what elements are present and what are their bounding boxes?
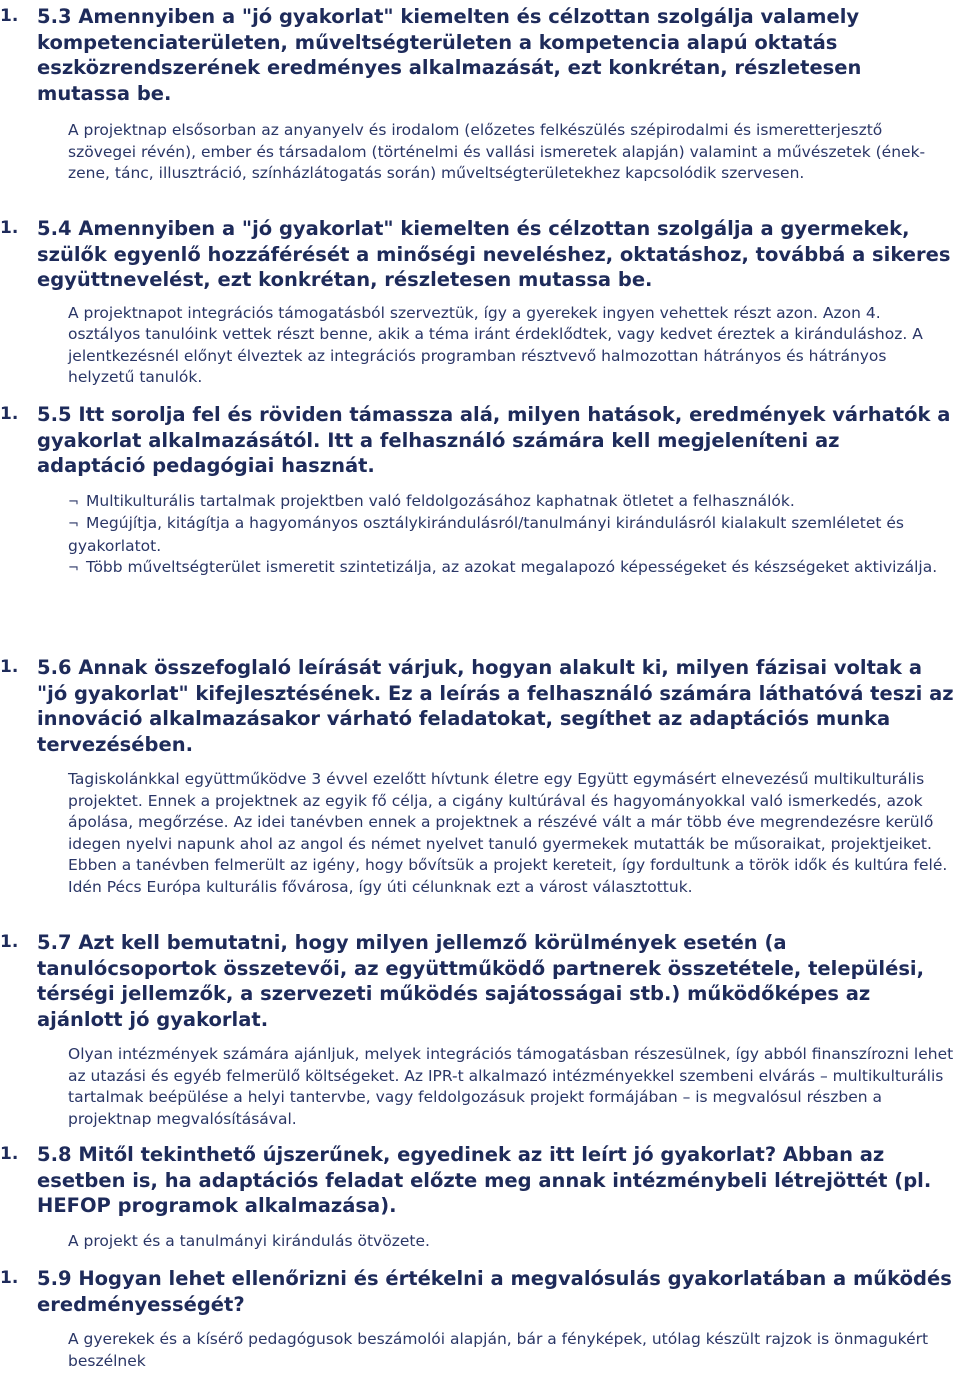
bullet-icon: ¬: [68, 517, 79, 532]
section-body: [68, 120, 954, 185]
section-marker: 1.: [0, 218, 19, 238]
paragraph: A gyerekek és a kísérő pedagógusok beszámolói alapján, bár a fényképek, utólag készült rajzok is önmagukért beszélnek: [68, 1330, 929, 1370]
paragraph: Tagiskolánkkal együttműködve 3 évvel ezelőtt hívtunk életre egy Együtt egymásért elnevezésű multikulturális projektet. Ennek a projektnek az egyik fő célja, a cigány kultúrával és hagyományokkal való ismerkedés, azok ápolása, megőrzése. Az idei tanévben ennek a projektnek a részévé vált a már több éve megrendezésre kerülő idegen nyelvi napunk ahol az angol és német nyelvet tanuló gyermekek mutatták be műsoraikat, projektjeiket. Ebben a tanévben felmerült az igény, hogy bővítsük a projekt kereteit, így fordultunk a török idők és kultúra felé. Idén Pécs Európa kulturális fővárosa, így úti célunknak ezt a várost választottuk.: [68, 770, 948, 896]
bullet-list: [68, 491, 954, 580]
section-body: [68, 303, 954, 389]
section-marker: 1.: [0, 932, 19, 952]
section-5-8: [0, 1142, 960, 1252]
paragraph: A projekt és a tanulmányi kirándulás ötvözete.: [68, 1231, 430, 1250]
section-marker: 1.: [0, 657, 19, 677]
list-item-text: Multikulturális tartalmak projektben való feldolgozásához kaphatnak ötletet a felhasználók.: [86, 491, 795, 510]
bullet-icon: ¬: [68, 494, 79, 510]
section-marker: 1.: [0, 1268, 19, 1288]
section-marker: 1.: [0, 1144, 19, 1164]
section-5-9: [0, 1266, 960, 1372]
section-5-4: [0, 216, 960, 389]
list-item-text: Megújítja, kitágítja a hagyományos osztálykirándulásról/tanulmányi kirándulásról kialakult szemléletet és gyakorlatot.: [68, 514, 904, 555]
bullet-icon: ¬: [68, 561, 79, 576]
section-body: [68, 1231, 954, 1253]
paragraph: A projektnapot integrációs támogatásból szerveztük, így a gyerekek ingyen vehettek részt azon. Azon 4. osztályos tanulóink vettek részt benne, akik a téma iránt érdeklődtek, vagy kedvet éreztek a kiránduláshoz. A jelentkezésnél előnyt élveztek az integrációs programban résztvevő halmozottan hátrányos és hátrányos helyzetű tanulók.: [68, 303, 923, 386]
section-heading: 5.9 Hogyan lehet ellenőrizni és értékelni a megvalósulás gyakorlatában a működés eredményességét?: [37, 1267, 952, 1316]
section-body: [68, 1044, 954, 1130]
section-heading: 5.5 Itt sorolja fel és röviden támassza alá, milyen hatások, eredmények várhatók a gyakorlat alkalmazásától. Itt a felhasználó számára kell megjeleníteni az adaptáció pedagógiai hasznát.: [37, 403, 951, 477]
section-marker: 1.: [0, 6, 19, 26]
section-body: [68, 769, 954, 898]
section-5-3: [0, 4, 960, 185]
paragraph: Olyan intézmények számára ajánljuk, melyek integrációs támogatásban részesülnek, így abból finanszírozni lehet az utazási és egyéb felmerülő költségeket. Az IPR-t alkalmazó intézményekkel szembeni elvárás – multikulturális tartalmak beépülése a helyi tantervbe, vagy feldolgozásuk projekt formájában – is megvalósul részben a projektnap megvalósításával.: [68, 1045, 954, 1128]
section-5-5: [0, 402, 960, 580]
section-heading: 5.6 Annak összefoglaló leírását várjuk, hogyan alakult ki, milyen fázisai voltak a "jó gyakorlat" kifejlesztésének. Ez a leírás a felhasználó számára láthatóvá teszi az innováció alkalmazásakor várható feladatokat, segíthet az adaptációs munka tervezésében.: [37, 656, 954, 756]
list-item-text: Több műveltségterület ismeretit szintetizálja, az azokat megalapozó képességeket és készségeket aktivizálja.: [86, 558, 938, 576]
section-heading: 5.3 Amennyiben a "jó gyakorlat" kiemelten és célzottan szolgálja valamely kompetenciaterületen, műveltségterületen a kompetencia alapú oktatás eszközrendszerének eredményes alkalmazását, ezt konkrétan, részletesen mutassa be.: [37, 5, 862, 105]
paragraph: A projektnap elsősorban az anyanyelv és irodalom (előzetes felkészülés szépirodalmi és ismeretterjesztő szövegei révén), ember és társadalom (történelmi és vallási ismeretek alapján) valamint a művészetek (ének-zene, tánc, illusztráció, színházlátogatás során) műveltségterületekhez kapcsolódik szervesen.: [68, 121, 926, 182]
section-body: [68, 1329, 954, 1372]
section-heading: 5.8 Mitől tekinthető újszerűnek, egyedinek az itt leírt jó gyakorlat? Abban az esetben is, ha adaptációs feladat előzte meg annak intézménybeli létrejöttét (pl. HEFOP programok alkalmazása).: [37, 1143, 932, 1217]
list-item: [68, 491, 954, 514]
section-marker: 1.: [0, 404, 19, 424]
section-5-7: [0, 930, 960, 1130]
section-heading: 5.7 Azt kell bemutatni, hogy milyen jellemző körülmények esetén (a tanulócsoportok összetevői, az együttműködő partnerek összetétele, települési, térségi jellemzők, a szervezeti működés sajátosságai stb.) működőképes az ajánlott jó gyakorlat.: [37, 931, 925, 1031]
section-heading: 5.4 Amennyiben a "jó gyakorlat" kiemelten és célzottan szolgálja a gyermekek, szülők egyenlő hozzáférését a minőségi neveléshez, oktatáshoz, továbbá a sikeres együttnevelést, ezt konkrétan, részletesen mutassa be.: [37, 217, 951, 291]
list-item: [68, 513, 954, 557]
list-item: [68, 557, 954, 580]
section-5-6: [0, 655, 960, 898]
